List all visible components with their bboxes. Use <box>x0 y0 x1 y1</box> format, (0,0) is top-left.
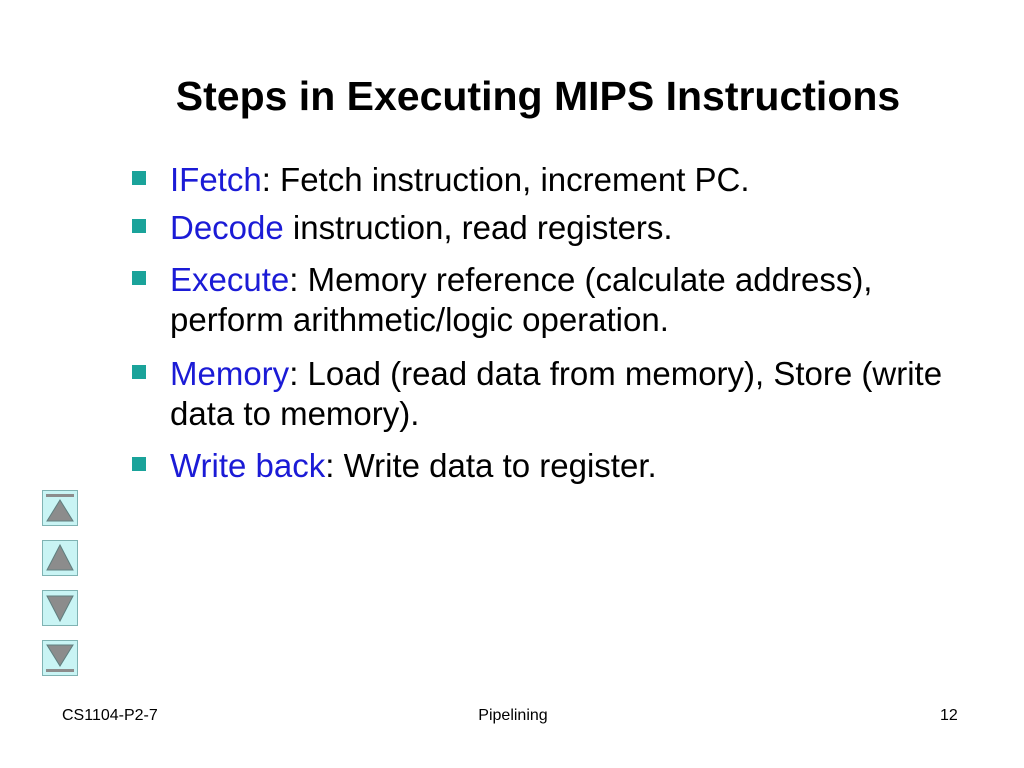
bullet-item-ifetch <box>132 160 992 200</box>
bullet-list <box>132 160 992 494</box>
first-slide-button[interactable] <box>42 490 78 526</box>
previous-slide-icon <box>43 541 77 575</box>
bullet-text: : Memory reference (calculate address), perform arithmetic/logic operation. <box>170 261 873 338</box>
footer-page-number: 12 <box>940 707 958 724</box>
bullet-text: : Load (read data from memory), Store (write data to memory). <box>170 355 943 432</box>
bullet-text: : Write data to register. <box>325 447 657 484</box>
bullet-keyword: Decode <box>170 209 284 246</box>
last-slide-button[interactable] <box>42 640 78 676</box>
next-slide-button[interactable] <box>42 590 78 626</box>
square-bullet-icon <box>132 271 146 285</box>
slide-title: Steps in Executing MIPS Instructions <box>175 73 901 119</box>
previous-slide-button[interactable] <box>42 540 78 576</box>
bullet-item-execute <box>132 260 992 340</box>
bullet-text: instruction, read registers. <box>283 209 673 246</box>
bullet-item-decode <box>132 208 992 248</box>
footer-course-code: CS1104-P2-7 <box>62 707 158 724</box>
bullet-text: : Fetch instruction, increment PC. <box>261 161 750 198</box>
bullet-item-memory <box>132 354 992 434</box>
last-slide-icon <box>43 641 77 675</box>
bullet-keyword: Memory <box>170 355 290 392</box>
first-slide-icon <box>43 491 77 525</box>
bullet-keyword: IFetch <box>170 161 262 198</box>
square-bullet-icon <box>132 365 146 379</box>
bullet-keyword: Execute <box>170 261 290 298</box>
bullet-item-write-back <box>132 446 992 486</box>
next-slide-icon <box>43 591 77 625</box>
square-bullet-icon <box>132 219 146 233</box>
bullet-keyword: Write back <box>170 447 326 484</box>
square-bullet-icon <box>132 171 146 185</box>
footer-topic: Pipelining <box>478 707 548 724</box>
square-bullet-icon <box>132 457 146 471</box>
